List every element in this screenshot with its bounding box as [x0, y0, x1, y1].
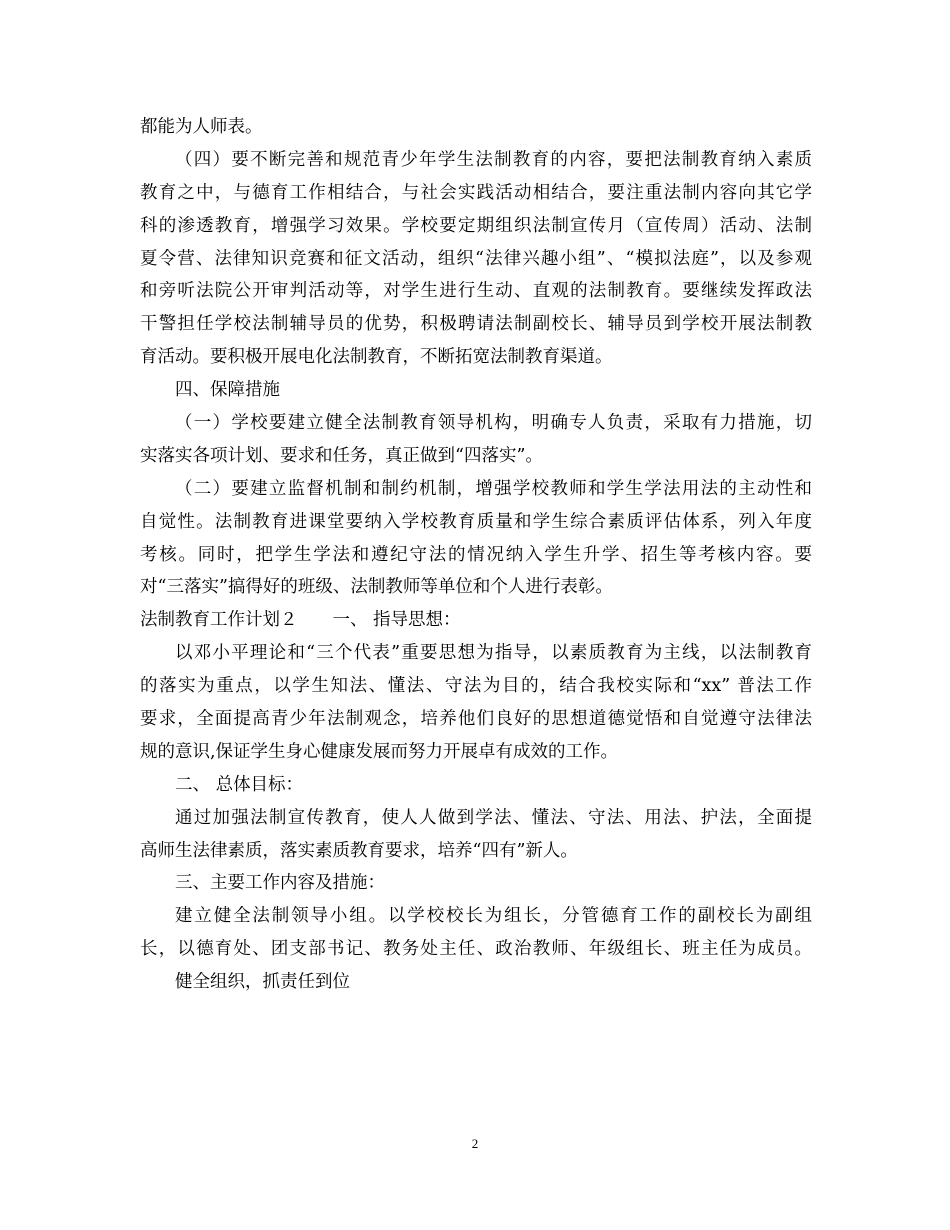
text-line: 健全组织，抓责任到位 — [175, 972, 350, 993]
text-line: 通过加强法制宣传教育，使人人做到学法、懂法、守法、用法、护法，全面提 — [175, 807, 812, 828]
text-line: 干警担任学校法制辅导员的优势，积极聘请法制副校长、辅导员到学校开展法制教 — [140, 314, 812, 335]
text-line: 教育之中，与德育工作相结合，与社会实践活动相结合，要注重法制内容向其它学 — [140, 182, 812, 203]
text-line: 实落实各项计划、要求和任务，真正做到“四落实”。 — [140, 445, 543, 466]
text-line: 要求，全面提高青少年法制观念，培养他们良好的思想道德觉悟和自觉遵守法律法 — [140, 709, 812, 730]
text-line: 都能为人师表。 — [140, 117, 263, 137]
text-line: 以邓小平理论和“三个代表”重要思想为指导，以素质教育为主线，以法制教育 — [175, 643, 812, 664]
text-line: 建立健全法制领导小组。以学校校长为组长，分管德育工作的副校长为副组 — [175, 906, 812, 927]
page-number: 2 — [471, 1136, 479, 1151]
text-line: （一）学校要建立健全法制教育领导机构，明确专人负责，采取有力措施，切 — [175, 413, 812, 434]
text-line: 夏令营、法律知识竞赛和征文活动，组织“法律兴趣小组”、“模拟法庭”，以及参观 — [140, 248, 812, 269]
text-line: （二）要建立监督机制和制约机制，增强学校教师和学生学法用法的主动性和 — [175, 478, 812, 499]
text-line: 规的意识,保证学生身心健康发展而努力开展卓有成效的工作。 — [140, 741, 619, 762]
document-body — [140, 111, 812, 999]
text-line: 长，以德育处、团支部书记、教务处主任、政治教师、年级组长、班主任为成员。 — [140, 939, 812, 960]
text-line: 法制教育工作计划２ 一、 指导思想： — [140, 610, 461, 631]
text-line: 考核。同时，把学生学法和遵纪守法的情况纳入学生升学、招生等考核内容。要 — [140, 544, 812, 565]
text-line: 二、 总体目标： — [175, 774, 304, 795]
text-line: 四、保障措施 — [175, 380, 280, 401]
text-line: 对“三落实”搞得好的班级、法制教师等单位和个人进行表彰。 — [140, 577, 613, 598]
text-line: 科的渗透教育，增强学习效果。学校要定期组织法制宣传月（宣传周）活动、法制 — [140, 215, 812, 236]
text-line: （四）要不断完善和规范青少年学生法制教育的内容，要把法制教育纳入素质 — [175, 149, 812, 170]
text-line: 高师生法律素质，落实素质教育要求，培养“四有”新人。 — [140, 840, 578, 861]
text-line: 自觉性。法制教育进课堂要纳入学校教育质量和学生综合素质评估体系，列入年度 — [140, 511, 812, 532]
text-line: 三、主要工作内容及措施： — [175, 873, 385, 894]
text-line: 的落实为重点，以学生知法、懂法、守法为目的，结合我校实际和“xx” 普法工作 — [140, 676, 812, 697]
text-line: 和旁听法院公开审判活动等，对学生进行生动、直观的法制教育。要继续发挥政法 — [140, 281, 812, 302]
text-line: 育活动。要积极开展电化法制教育，不断拓宽法制教育渠道。 — [140, 347, 613, 368]
